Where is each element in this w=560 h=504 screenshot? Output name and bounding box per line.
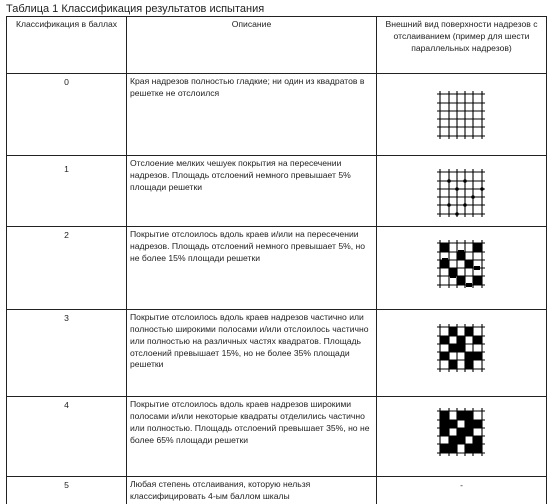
flaked-area (465, 428, 473, 436)
no-figure-dash: - (460, 480, 463, 490)
flaked-area (457, 344, 465, 352)
header-score: Классификация в баллах (7, 17, 127, 74)
grid-pattern-0 (437, 91, 487, 141)
score-cell: 1 (7, 156, 127, 227)
flaked-area (442, 258, 448, 262)
flaked-area (465, 260, 473, 268)
description-cell: Любая степень отслаивания, которую нельзя классифицировать 4-ым баллом шкалы (127, 477, 377, 504)
grid-pattern-1 (437, 169, 487, 219)
figure-cell (377, 310, 547, 397)
grid-pattern-4 (437, 408, 487, 458)
flaked-area (449, 444, 457, 453)
table-row (7, 74, 547, 156)
flaked-area (466, 283, 472, 287)
score-cell: 2 (7, 227, 127, 310)
figure-cell (377, 477, 547, 504)
flaked-area (449, 327, 457, 336)
description-cell: Покрытие отслоилось вдоль краев надрезов широкими полосами и/или некоторые квадраты отделились частично или полностью. Площадь отслоений превышает 35%, но не более 65% площади решетки (127, 397, 377, 477)
grid-pattern-3 (437, 324, 487, 374)
header-row (7, 17, 547, 74)
flaked-area (473, 243, 482, 252)
table-row (7, 227, 547, 310)
flaked-area (440, 444, 449, 453)
flaked-area (458, 250, 464, 254)
table-row (7, 477, 547, 504)
description-cell: Покрытие отслоилось вдоль краев и/или на пересечении надрезов. Площадь отслоений немного превышает 5%, но не более 15% площади решетки (127, 227, 377, 310)
flaked-area (465, 411, 473, 420)
header-description: Описание (127, 17, 377, 74)
table-row (7, 156, 547, 227)
flake-dot (455, 187, 459, 191)
flaked-area (457, 428, 465, 436)
flaked-area (457, 436, 465, 444)
flaked-area (449, 344, 457, 352)
score-cell: 0 (7, 74, 127, 156)
flaked-area (440, 411, 449, 420)
flaked-area (465, 352, 473, 360)
flaked-area (440, 428, 449, 436)
flaked-area (440, 336, 449, 344)
flake-dot (463, 203, 467, 207)
flake-dot (471, 195, 475, 199)
flaked-area (457, 411, 465, 420)
flaked-area (457, 276, 465, 285)
description-cell: Покрытие отслоилось вдоль краев надрезов частично или полностью широкими полосами и/или отслоилось частично или полностью на различных частях квадратов. Площадь отслоений превышает 15%, но не более 35% площади решетки (127, 310, 377, 397)
flaked-area (449, 436, 457, 444)
flaked-area (449, 360, 457, 369)
flaked-area (450, 274, 456, 278)
flake-dot (480, 187, 484, 191)
header-appearance: Внешний вид поверхности надрезов с отслаиванием (пример для шести параллельных надрезов) (377, 17, 547, 74)
flaked-area (457, 336, 465, 344)
table-row (7, 397, 547, 477)
flaked-area (465, 327, 473, 336)
flake-dot (455, 212, 459, 216)
figure-cell (377, 397, 547, 477)
flaked-area (473, 352, 482, 360)
flaked-area (440, 352, 449, 360)
flake-dot (463, 179, 467, 183)
score-cell: 4 (7, 397, 127, 477)
classification-table (6, 16, 547, 504)
flaked-area (473, 276, 482, 285)
grid-pattern-2 (437, 240, 487, 290)
flaked-area (465, 444, 473, 453)
flaked-area (449, 420, 457, 428)
table-row (7, 310, 547, 397)
flake-dot (447, 203, 451, 207)
flaked-area (473, 420, 482, 428)
table-caption: Таблица 1 Классификация результатов испытания (6, 3, 265, 15)
flaked-area (440, 243, 449, 252)
flaked-area (465, 360, 473, 369)
flaked-area (473, 436, 482, 444)
flaked-area (440, 420, 449, 428)
flaked-area (465, 420, 473, 428)
figure-cell (377, 227, 547, 310)
score-cell: 3 (7, 310, 127, 397)
flaked-area (473, 444, 482, 453)
score-cell: 5 (7, 477, 127, 504)
description-cell: Отслоение мелких чешуек покрытия на пересечении надрезов. Площадь отслоений немного превышает 5% площади решетки (127, 156, 377, 227)
flake-dot (447, 179, 451, 183)
flaked-area (473, 336, 482, 344)
flaked-area (474, 266, 480, 270)
figure-cell (377, 74, 547, 156)
figure-cell (377, 156, 547, 227)
description-cell: Края надрезов полностью гладкие; ни один из квадратов в решетке не отслоился (127, 74, 377, 156)
